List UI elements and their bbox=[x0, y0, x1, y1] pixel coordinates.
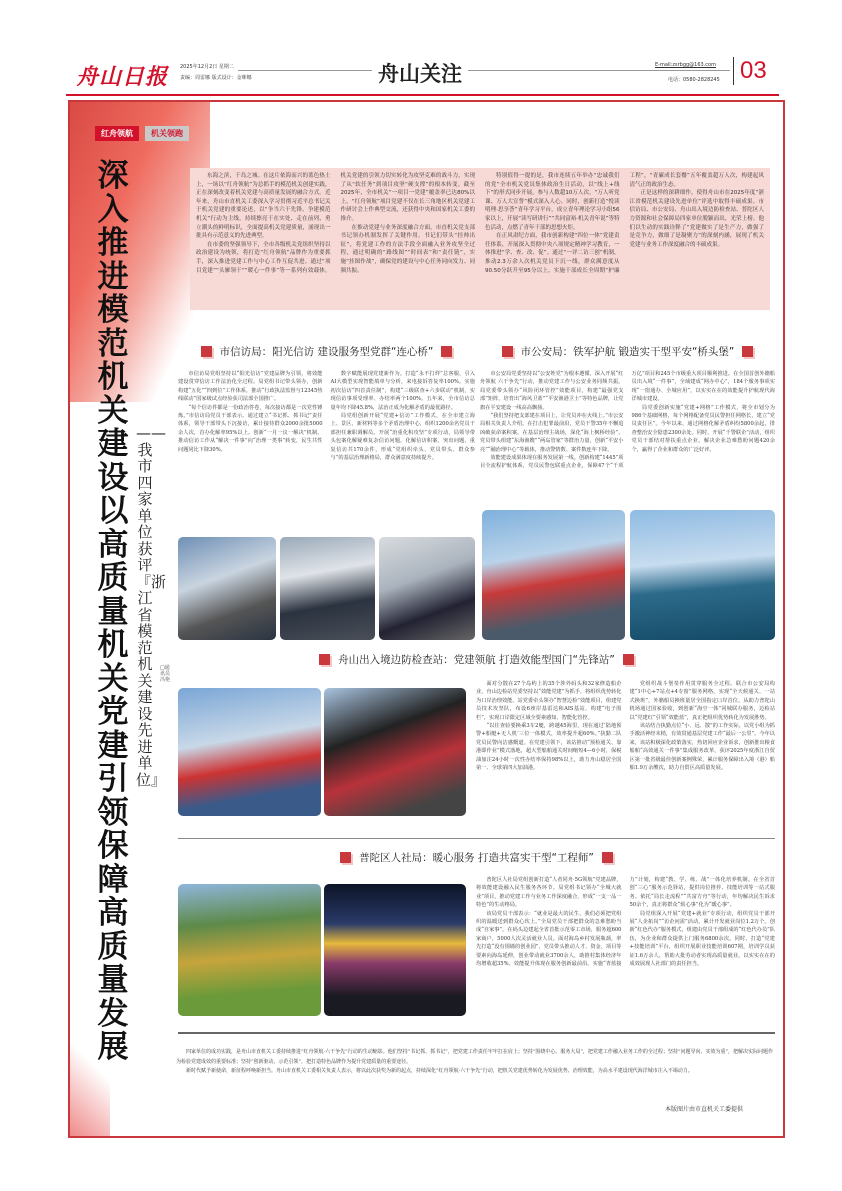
article-headline-row bbox=[178, 848, 775, 866]
divider bbox=[178, 838, 775, 839]
square-icon bbox=[602, 852, 613, 863]
paragraph: 效能建设成果体现在服务发展第一线。创新构建“1445”项目全流程护航体系，党员民警包联重点企业，保障47个“千项万亿”项目和245个市级重大项目顺利推进。在全国首创外籍船员出入境“一件事”，全域建成“网办中心”，184个服务事项实现“一窗通办、全城应用”，以实实在在的效能提升护航现代海洋城市建设。 bbox=[480, 371, 775, 470]
newspaper-logo: 舟山日报 bbox=[76, 64, 169, 90]
article-body bbox=[178, 370, 475, 520]
square-icon bbox=[319, 654, 330, 665]
article-headline-row bbox=[480, 342, 775, 360]
header-divider bbox=[66, 94, 779, 96]
photo bbox=[178, 884, 321, 1016]
paragraph: 普陀区人社局党组创新打造“人者同舟·5G领航”党建品牌，将效能建设融入民生服务各环节。局党组书记领办“全城大就业”项目，推动党建工作与业务工作深度融合，形成“一支一品一特色”的生动格局。 bbox=[476, 877, 622, 909]
paragraph: 该局党员干部表示：“就业是最大的民生，我们必须把党组织的温暖送到群众心坎上。”全局党员干部把群众的急难愁盼当成“自家事”，在码头边建起全省首批示范零工市场，服务超600家商户，5000人次灵活就业人员。面对海岛乡村发展瓶颈，率先打造“没有围墙的创业园”，党员带头推动人才、资金、项目等要素向海岛延伸，创业带动就业3700余人，助推村集体经济年均增收超35%。效能提升体现在服务创新最前沿。实施“青蓝接力”计划，构建“教、学、练、战”一体化培养机制。在全省首创“三心”服务示范驿站，提供岗位推荐、技能培训等一站式服务。依托“局长走流程”“共富方舟”等行动，年均解决民生诉求50余个，真正将群众“烦心事”化为“暖心事”。 bbox=[476, 877, 775, 968]
issue-date: 2025年12月2日 星期二 bbox=[180, 63, 238, 72]
article-public-security-bureau bbox=[480, 342, 775, 520]
intro-paragraph: 东海之滨，千岛之城。在这片依海而兴的蓝色热土上，一场以“红舟领航”为总抓手的模范机关创建实践，正在深刻改变着机关党建与高质量发展的融合方式。近年来，舟山市直机关工委深入学习贯彻习近平总书记关于机关党建的重要论述，以“争当六干先锋、争建模范机关”行动为主线，持续擦亮干在实处、走在前列、勇立潮头的鲜明标识，全面提高机关党建质量，涌现出一批具有示范意义的先进典型。 bbox=[196, 173, 331, 240]
main-headline: 深入推进模范机关建设 以高质量机关党建引领保障高质量发展 bbox=[97, 158, 129, 1065]
paragraph: 数字赋能展现党建新作为。打造“永不打烊”总客服，引入AI大模型实现智能填单与分析，来电接诉答复率100%。实施初次信访“四首责任制”，构建“三级联查+六步联动”机制，实现信访事项受理率、办结率两个100%。五年来，全市信访总量年均下降45.8%，法治正成为化解矛盾的最优路径。 bbox=[330, 371, 475, 411]
article-body bbox=[480, 370, 775, 520]
conclusion bbox=[176, 1048, 776, 1077]
article-headline-row bbox=[178, 650, 775, 668]
paragraph: 新时代赋予新使命，新征程呼唤新担当。舟山市直机关工委相关负责人表示，将以此次获奖为新的起点，持续深化“红舟领航·六干争先”行动，把机关党建优势转化为发展优势、治理效能，为高水平建设现代海洋城市注入不竭动力。 bbox=[186, 1068, 693, 1075]
contact-phone: 电话：0580-2828245 bbox=[668, 77, 720, 83]
paragraph: 市信访局党组坚持以“阳光信访”党建品牌为引领，将效能建设贯穿信访工作法治化全过程。局党组书记带头领办，创新构建“五化”“四到位”工作体系，推动“行政执法监督与12345热线联动”国家级试点经验获司法部全国推广。 bbox=[178, 371, 323, 403]
paragraph: “以往查验要换乘3车2艇，跨越45海里，现在通过‘陆地预警+船艇+无人机’三位一体模式，效率提升超60%。”执勤二队党员民警向洁感慨道。在党建引领下，该站推动“预检通关、靠港即作业”模式落地，超大型船舶通关时间缩短4—6小时，保税油加注24小时一次性办结率保持98%以上，助力舟山稳居全国第一、全球第四大加油港。 bbox=[476, 723, 622, 772]
photo-credit: 本版图片由市直机关工委提供 bbox=[665, 1106, 744, 1113]
paragraph: “每个信访件都是一份政治答卷，每次接访都是一次党性锤炼。”市信访局党员干部表示。通过建立“书记抓、抓书记”责任体系，领导干部带头下沉接访，累计接待群众2000余批5000余人次，首办化解率95%以上。创新“一月一议一解决”机制，推动信访工作从“解决一件事”向“治理一类事”转变，民生共性问题同比下降30%。 bbox=[178, 404, 323, 453]
square-icon bbox=[201, 346, 212, 357]
photo bbox=[178, 537, 276, 640]
column-tag-primary: 红舟领航 bbox=[95, 126, 139, 141]
paragraph: 四家单位的成功实践，是舟山市直机关工委持续推进“红舟领航·六干争先”行动的生动缩影。他们坚持“书记抓、抓书记”，把党建工作责任牢牢扛在肩上；坚持“围绕中心、服务大局”，把党建工作融入业务工作的全过程；坚持“问题导向、实效为重”，把解决实际问题作为检验党建成效的重要标准；坚持“创新驱动、示范引领”，把打造特色品牌作为提升党建质量的重要途径。 bbox=[176, 1049, 774, 1065]
editors-credit: 责编：周雷娜 版式设计：金咪娜 bbox=[180, 75, 252, 81]
square-icon bbox=[623, 654, 634, 665]
article-petition-bureau bbox=[178, 342, 475, 520]
photo bbox=[482, 510, 625, 640]
article-body bbox=[476, 876, 775, 1026]
article-human-resources-bureau bbox=[178, 848, 775, 866]
paragraph: “我们坚持把支部建在项目上，让党员冲在火线上。”市公安局相关负责人介绍。在打击犯罪最前沿，党员干警35年不懈追凶破获命案积案。在基层治理主战场，深化“海上枫桥经验”，党员带头组建“东海渔嫂”“两岛管家”等群治力量，创新“平安小亮”“融治理中心”等载体，推动警情数、案件数连年下降。 bbox=[480, 413, 624, 453]
intro-paragraph: 在正风肃纪方面，我市创新构建“四位一体”党建责任体系，开展深入贯彻中央八项规定精神学习教育，一体推进“学、查、改、促”。通过“一评二访三创”机制，推动2.3万余人次机关党员下沉一线，群众满意度从90.50分跃升至95分以上。实施干部成长全周期“护廉工程”，“青廉成长套餐”五年覆盖超万人次，构建起风清气正的政治生态。 bbox=[485, 173, 764, 274]
contact-email[interactable]: E-mail:zsrbgg@163.com bbox=[655, 62, 716, 68]
article-headline: 市信访局：阳光信访 建设服务型党群“连心桥” bbox=[219, 345, 434, 358]
paragraph: 该站结合执勤点位“小、远、散”的工作实际，以党小组为抓手激活神经末梢，有效贯通基层党建工作“最后一公里”。今年以来，该站积极深化政策落实，热切回应企业诉求，创新推出粮食船舶“高效通关一件事”集成服务改革，获评2025年度浙江自贸区第一批省级最佳创新案例殊荣，累计服务保障出入境（港）船舶1.9万余艘次，助力自贸区高质量发展。 bbox=[629, 723, 775, 772]
square-icon bbox=[742, 346, 753, 357]
article-headline: 普陀区人社局：暖心服务 打造共富实干型“工程师” bbox=[359, 851, 594, 864]
intro-paragraph: 在市委的坚强领导下，全市各级机关党组织坚持以政治建设为统领，将打造“红舟领航”品牌作为重要抓手，深入推进党建工作与中心工作互促共进。通过“项目党建”“头雁领干”“暖心一件事”等一系列有效载体，机关党建的引领力切实转化为攻坚克难的战斗力，实现了从“软任务”到项目攻坚“硬支撑”的根本转变。截至2025年，全市机关“一项目一党建”覆盖率已达80%以上，“红舟领航”项目党建不仅在长三角地区机关党建工作研讨会上作典型交流，还获得中央和国家机关工委的推介。 bbox=[196, 173, 475, 274]
photo bbox=[630, 510, 775, 640]
paragraph: 面对分散在27个岛屿上的35个涉外码头和32家修造船企业，舟山边检站党委坚持以“效能党建”为抓手，将组织优势转化为口岸治理效能。站党委牵头领办“智慧边检”效能项目，组建党员技术攻坚队，布设6座岸基雷达和AIS基站，构建“电子围栏”，实现口岸限定区域全要素感知、智能化管控。 bbox=[476, 681, 622, 721]
paragraph: 党组织战斗堡垒作用贯穿服务全过程。联合市公安局构建“1中心+7站点+4专窗”服务网格，实现“全天候通关、一站式换班”，外籍船员换班量居全国指定口岸首位。从助力普陀山机场通过国家验收，到创新“海空一体”同城联办服务，边检站以“党建红”引领“效能蓝”，真正把组织优势转化为发展胜势。 bbox=[629, 681, 775, 721]
photo bbox=[280, 537, 375, 640]
page-number: 03 bbox=[733, 57, 767, 85]
paragraph: 局党组深入开展“党建+就业”专项行动，组织党员干部开展“人企拓岗”“访企问需”活动，累计开发就业岗位1.2万个。创新“红色代办”服务模式，组建由党员干部组成的“红色代办员”队伍，为企业和群众提供上门服务6800余次。同时，打造“党建+技能培训”平台，组织开展职业技能培训607期，培训学员获证1.6万余人，帮助大批劳动者实现高质量就业，以实实在在的成效展现人社部门的责任担当。 bbox=[629, 910, 775, 968]
paragraph: 市公安局党委坚持以“公安姓党”为根本遵循，深入开展“红舟领航 六干争先”行动，推动党建工作与公安业务同频共振。局党委带头领办“风险闭环管控”效能项目，构建“最强党支部”矩阵，培育出“海风卫蓝”“平安渔港卫士”等特色品牌，让党旗在平安建设一线高高飘扬。 bbox=[480, 371, 624, 411]
article-body bbox=[476, 680, 775, 830]
square-icon bbox=[441, 346, 452, 357]
photo bbox=[324, 884, 466, 1016]
photo bbox=[379, 537, 475, 640]
divider bbox=[178, 1032, 775, 1034]
intro-paragraph: 在推动党建与业务深度融合方面，市直机关党支部书记领办机制发挥了关键作用。书记们带头“挂帅出征”，将党建工作的方法手段全面融入业务攻坚全过程，通过明确的“路线图”“时间表”和“责任链”，实施“挂图作战”，确保党的建设与中心任务同向发力、同频共振。 bbox=[340, 224, 475, 274]
subheadline: ——我市四家单位获评『浙江省模范机关建设先进单位』 bbox=[136, 424, 167, 789]
photo bbox=[178, 688, 321, 816]
square-icon bbox=[502, 346, 513, 357]
intro-box bbox=[190, 168, 770, 310]
article-headline-row bbox=[178, 342, 475, 360]
article-headline: 市公安局：铁军护航 锻造实干型平安“桥头堡” bbox=[520, 345, 735, 358]
section-title: 舟山关注 bbox=[372, 58, 468, 88]
photo bbox=[324, 688, 466, 816]
byline: □通讯员 冯艳 bbox=[160, 665, 171, 683]
paragraph: 局党组创新开展“党建+信访”工作模式，在全市建立海上、景区、新材料等多个矛盾治理中心，组织1200余名党员干部担任兼职调解员。开展“治重化积攻坚”专项行动，局领导带头包案化解疑难复杂信访问题，化解信访积案、突出问题、重复信访共170余件，形成“党组织牵头、党员带头、群众参与”的基层治理新格局，群众满意度持续提升。 bbox=[330, 413, 475, 462]
square-icon bbox=[340, 852, 351, 863]
intro-paragraph: 正是这样的深耕细作，使得舟山市在2025年度“浙江省模范机关建设先进单位”评选中取得丰硕成果。市信访局、市公安局、舟山出入境边防检查站、普陀区人力资源和社会保障局四家单位脱颖而出，光荣上榜。他们以生动的实践诠释了“党建做实了是生产力，做强了是竞争力，做细了是凝聚力”的深刻内涵，展现了机关党建与业务工作深度融合的丰硕成果。 bbox=[629, 190, 764, 248]
intro-paragraph: 特别值得一提的是，我市连续五年举办“忠诚我们的党”全市机关党员集体政治生日活动，以“线上+线下”的形式同步开展，参与人数超10万人次。“万人听党课、万人大宣誓”模式深入人心。同时，创新打造“悦读明理·思享荟”青年学习平台，成立青年理论学习小组56家以上，开展“读写研讲行”“共同富裕·机关青年说”等特色活动，点燃了青年干部的思想火炬。 bbox=[485, 173, 620, 231]
column-tag-secondary: 机关领跑 bbox=[145, 126, 189, 141]
paragraph: 局党委创新实施“党建+网格”工作模式，将全市划分为986个基础网格，每个网格配备党员民警担任网格长，建立“党员责任区”。今年以来，通过网格化解矛盾纠纷5800余起，排查整治安全隐患2300余处。同时，开展“千警联企”活动，组织党员干部结对帮扶重点企业，解决企业急难愁盼问题420余个，赢得了企业和群众的广泛好评。 bbox=[631, 404, 775, 453]
article-border-inspection-station bbox=[178, 650, 775, 668]
article-headline: 舟山出入境边防检查站：党建领航 打造效能型国门“先锋站” bbox=[338, 653, 615, 666]
